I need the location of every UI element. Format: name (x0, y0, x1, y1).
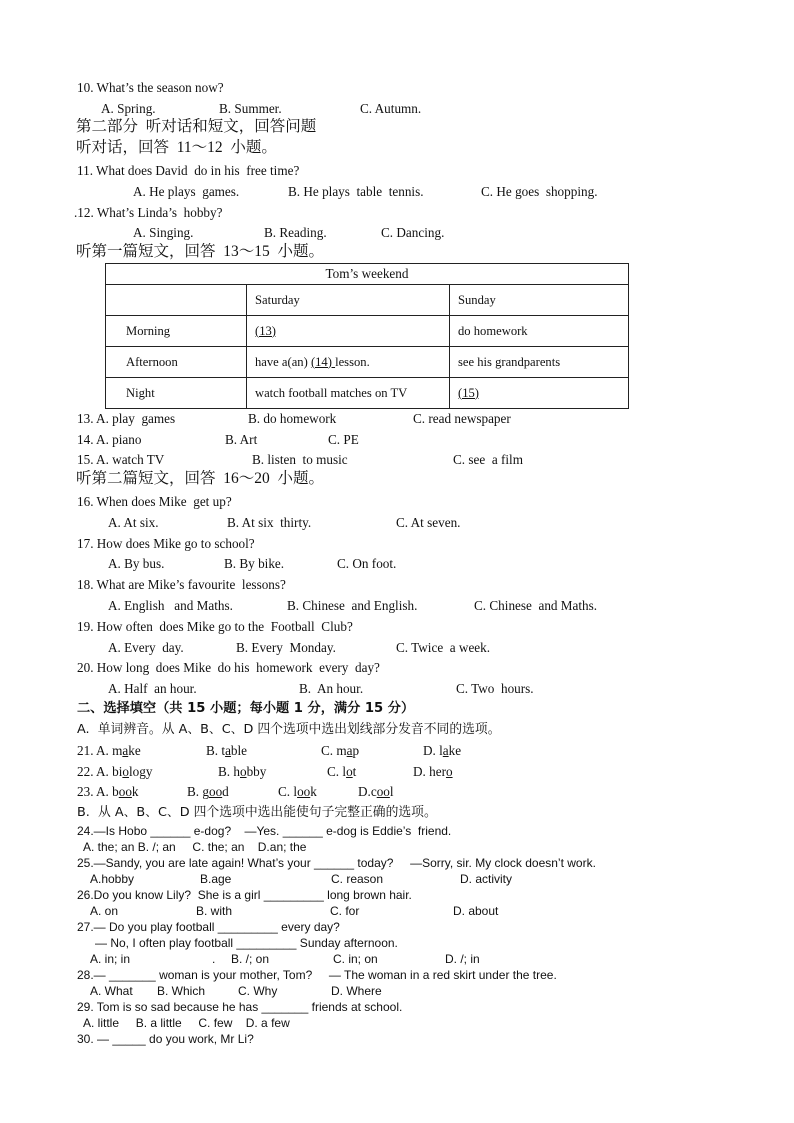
q26-option-b: B. with (196, 904, 233, 918)
blank-13: (13) (255, 323, 276, 338)
q20-stem: 20. How long does Mike do his homework every day? (77, 660, 380, 675)
q14-option-b: B. Art (225, 432, 258, 447)
q27-option-c: C. in; on (333, 952, 378, 966)
q29-options: A. little B. a little C. few D. a few (77, 1016, 290, 1030)
q23-number: 23. (77, 784, 97, 799)
q28-option-c: C. Why (238, 984, 278, 998)
q18-option-b: B. Chinese and English. (287, 598, 418, 613)
table-header-empty (106, 285, 247, 316)
q16-option-c: C. At seven. (396, 515, 461, 530)
q28-option-b: B. Which (157, 984, 206, 998)
q22-option-c: C. lot (327, 764, 357, 779)
q15-option-b: B. listen to music (252, 452, 348, 467)
q10-option-c: C. Autumn. (360, 101, 422, 116)
dialog-intro: 听对话，回答 11～12 小题。 (76, 139, 277, 156)
partB-intro: B. 从 A、B、C、D 四个选项中选出能使句子完整正确的选项。 (77, 805, 437, 820)
q12-stem: .12. What’s Linda’s hobby? (74, 205, 223, 220)
q21-number: 21. (77, 743, 97, 758)
cell-night-sunday (450, 378, 629, 409)
q22-option-b: B. hobby (218, 764, 267, 779)
q22-option-d: D. hero (413, 764, 453, 779)
q26-option-c: C. for (330, 904, 360, 918)
q11-option-b: B. He plays table tennis. (288, 184, 424, 199)
q25-option-c: C. reason (331, 872, 384, 886)
q21-option-d: D. lake (423, 743, 462, 758)
q19-option-b: B. Every Monday. (236, 640, 336, 655)
q17-stem: 17. How does Mike go to school? (77, 536, 255, 551)
q16-stem: 16. When does Mike get up? (77, 494, 232, 509)
blank-15: (15) (458, 385, 479, 400)
q29-stem: 29. Tom is so sad because he has _______ friends at school. (77, 1000, 403, 1014)
q11-stem: 11. What does David do in his free time? (77, 163, 300, 178)
partA-intro: A. 单词辨音。从 A、B、C、D 四个选项中选出划线部分发音不同的选项。 (77, 722, 501, 737)
q21-option-c: C. map (321, 743, 360, 758)
q21-option-b: B. table (206, 743, 248, 758)
q25-stem: 25.—Sandy, you are late again! What’s your ______ today? —Sorry, sir. My clock doesn’t work. (77, 856, 596, 870)
q21-option-a: A. make (96, 743, 141, 758)
section2-title: 二、选择填空（共 15 小题；每小题 1 分，满分 15 分） (77, 701, 415, 716)
q25-option-b: B.age (200, 872, 232, 886)
q27-reply: — No, I often play football _________ Sunday afternoon. (95, 936, 398, 950)
cell-night-saturday: watch football matches on TV (247, 378, 450, 409)
q12-option-b: B. Reading. (264, 225, 327, 240)
q11-option-c: C. He goes shopping. (481, 184, 598, 199)
q22-number: 22. (77, 764, 97, 779)
passage1-intro: 听第一篇短文，回答 13～15 小题。 (76, 243, 325, 260)
q23-option-c: C. look (278, 784, 317, 799)
q15-option-a: 15. A. watch TV (77, 452, 165, 467)
table-caption: Tom’s weekend (106, 264, 629, 285)
q13-option-a: 13. A. play games (77, 411, 176, 426)
q23-option-a: A. book (96, 784, 139, 799)
q22-option-a: A. biology (96, 764, 153, 779)
q24-stem: 24.—Is Hobo ______ e-dog? —Yes. ______ e-dog is Eddie’s friend. (77, 824, 452, 838)
q16-option-a: A. At six. (108, 515, 159, 530)
q25-option-d: D. activity (460, 872, 513, 886)
row-label-afternoon: Afternoon (106, 347, 247, 378)
q28-option-a: A. What (90, 984, 133, 998)
q10-option-a: A. Spring. (101, 101, 156, 116)
cell-afternoon-sunday: see his grandparents (450, 347, 629, 378)
q27-dot: . (212, 952, 216, 966)
q28-stem: 28.— _______ woman is your mother, Tom? — The woman in a red skirt under the tree. (77, 968, 557, 982)
q23-option-d: D.cool (358, 784, 394, 799)
cell-morning-saturday (247, 316, 450, 347)
q24-options: A. the; an B. /; an C. the; an D.an; the (77, 840, 307, 854)
q15-option-c: C. see a film (453, 452, 523, 467)
q14-option-c: C. PE (328, 432, 359, 447)
q13-option-c: C. read newspaper (413, 411, 511, 426)
q19-option-c: C. Twice a week. (396, 640, 491, 655)
weekend-table (105, 263, 629, 409)
blank-14: (14) (310, 354, 336, 369)
passage2-intro: 听第二篇短文，回答 16～20 小题。 (76, 470, 325, 487)
row-label-night: Night (106, 378, 247, 409)
q18-option-c: C. Chinese and Maths. (474, 598, 598, 613)
q10-stem: 10. What’s the season now? (77, 80, 224, 95)
q19-stem: 19. How often does Mike go to the Football Club? (77, 619, 353, 634)
row-label-morning: Morning (106, 316, 247, 347)
q18-stem: 18. What are Mike’s favourite lessons? (77, 577, 286, 592)
q20-option-b: B. An hour. (299, 681, 364, 696)
q13-option-b: B. do homework (248, 411, 337, 426)
q30-stem: 30. — _____ do you work, Mr Li? (77, 1032, 254, 1046)
q17-option-c: C. On foot. (337, 556, 397, 571)
q28-option-d: D. Where (331, 984, 382, 998)
table-header-saturday: Saturday (247, 285, 450, 316)
q27-option-a: A. in; in (90, 952, 131, 966)
q27-option-d: D. /; in (445, 952, 480, 966)
cell-afternoon-saturday: have a(an) (14) lesson. (247, 347, 450, 378)
part2-title: 第二部分 听对话和短文，回答问题 (76, 118, 317, 135)
q27-option-b: B. /; on (231, 952, 270, 966)
q23-option-b: B. good (187, 784, 229, 799)
q11-option-a: A. He plays games. (133, 184, 240, 199)
q25-option-a: A.hobby (90, 872, 135, 886)
q14-option-a: 14. A. piano (77, 432, 142, 447)
q17-option-a: A. By bus. (108, 556, 165, 571)
q26-option-a: A. on (90, 904, 119, 918)
q10-option-b: B. Summer. (219, 101, 282, 116)
q17-option-b: B. By bike. (224, 556, 285, 571)
q26-stem: 26.Do you know Lily? She is a girl _________ long brown hair. (77, 888, 412, 902)
q12-option-a: A. Singing. (133, 225, 194, 240)
q20-option-a: A. Half an hour. (108, 681, 197, 696)
q19-option-a: A. Every day. (108, 640, 184, 655)
q12-option-c: C. Dancing. (381, 225, 445, 240)
q16-option-b: B. At six thirty. (227, 515, 312, 530)
q20-option-c: C. Two hours. (456, 681, 534, 696)
cell-morning-sunday: do homework (450, 316, 629, 347)
q18-option-a: A. English and Maths. (108, 598, 233, 613)
q26-option-d: D. about (453, 904, 499, 918)
q27-stem: 27.— Do you play football _________ every day? (77, 920, 340, 934)
table-header-sunday: Sunday (450, 285, 629, 316)
